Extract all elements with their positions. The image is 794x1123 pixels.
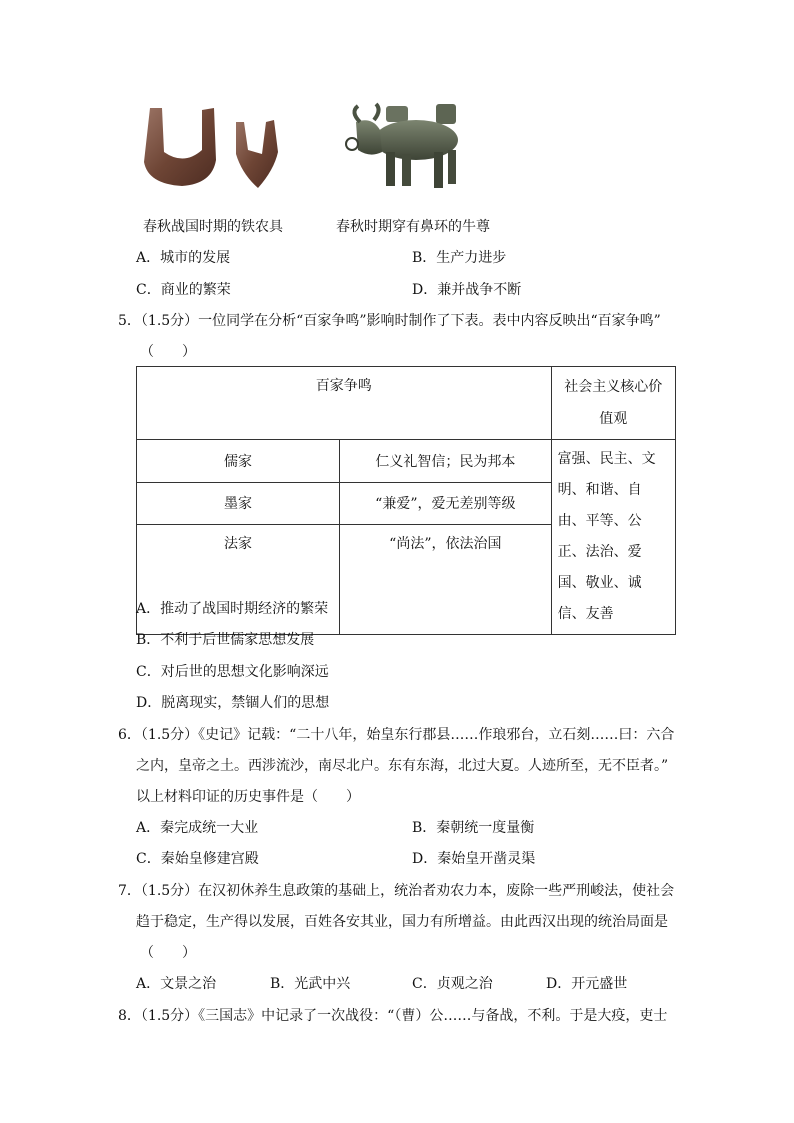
q6-option-c[interactable]: C．秦始皇修建宫殿: [136, 851, 259, 867]
q6-option-a[interactable]: A．秦完成统一大业: [136, 820, 259, 836]
q5-option-c[interactable]: C．对后世的思想文化影响深远: [136, 664, 329, 680]
table-header-values: 社会主义核心价值观: [551, 367, 675, 440]
q6-stem-line1: 6．（1.5分）《史记》记载：“二十八年，始皇东行郡县……作琅邪台，立石刻……曰：六合: [118, 727, 675, 743]
q7-stem-line1: 7．（1.5分）在汉初休养生息政策的基础上，统治者劝农力本，废除一些严刑峻法，使社会: [118, 883, 675, 899]
q4-option-a[interactable]: A．城市的发展: [136, 250, 231, 266]
q5-stem: 5．（1.5分）一位同学在分析“百家争鸣”影响时制作了下表。表中内容反映出“百家争鸣”: [118, 313, 661, 329]
q7-stem-line2: 趋于稳定，生产得以发展，百姓各安其业，国力有所增益。由此西汉出现的统治局面是: [136, 914, 668, 930]
table-cell-idea: “尚法”，依法治国: [340, 525, 552, 635]
q5-option-a[interactable]: A．推动了战国时期经济的繁荣: [136, 601, 329, 617]
table-cell-idea: “兼爱”，爱无差别等级: [340, 482, 552, 525]
ox-zun-caption: 春秋时期穿有鼻环的牛尊: [336, 219, 490, 235]
q5-answer-blank: （ ）: [140, 344, 196, 360]
q7-option-b[interactable]: B．光武中兴: [270, 976, 351, 992]
table-cell-idea: 仁义礼智信；民为邦本: [340, 440, 552, 483]
q7-option-c[interactable]: C．贞观之治: [412, 976, 493, 992]
q7-option-a[interactable]: A．文景之治: [136, 976, 217, 992]
q4-option-c[interactable]: C．商业的繁荣: [136, 282, 231, 298]
q6-option-d[interactable]: D．秦始皇开凿灵渠: [412, 851, 536, 867]
iron-tools-image: [138, 100, 288, 194]
q5-option-d[interactable]: D．脱离现实，禁锢人们的思想: [136, 695, 330, 711]
q7-option-d[interactable]: D．开元盛世: [546, 976, 628, 992]
table-cell-school: 墨家: [137, 482, 340, 525]
q7-stem-line3: （ ）: [140, 945, 196, 961]
q6-stem-line3: 以上材料印证的历史事件是（ ）: [136, 789, 360, 805]
table-cell-core-values: 富强、民主、文明、和谐、自由、平等、公正、法治、爱国、敬业、诚信、友善: [551, 440, 675, 635]
q5-table: [136, 366, 676, 635]
q4-option-b[interactable]: B．生产力进步: [412, 250, 507, 266]
table-cell-school: 儒家: [137, 440, 340, 483]
ox-zun-image: [342, 100, 468, 196]
q8-stem-line1: 8．（1.5分）《三国志》中记录了一次战役：“（曹）公……与备战，不利。于是大疫，吏士: [118, 1008, 668, 1024]
q5-option-b[interactable]: B．不利于后世儒家思想发展: [136, 632, 315, 648]
q6-stem-line2: 之内，皇帝之土。西涉流沙，南尽北户。东有东海，北过大夏。人迹所至，无不臣者。”: [136, 758, 669, 774]
iron-tools-caption: 春秋战国时期的铁农具: [143, 219, 283, 235]
q4-option-d[interactable]: D．兼并战争不断: [412, 282, 522, 298]
q6-option-b[interactable]: B．秦朝统一度量衡: [412, 820, 535, 836]
table-header-schools: 百家争鸣: [137, 367, 552, 440]
table-cell-school: 法家: [137, 525, 340, 635]
